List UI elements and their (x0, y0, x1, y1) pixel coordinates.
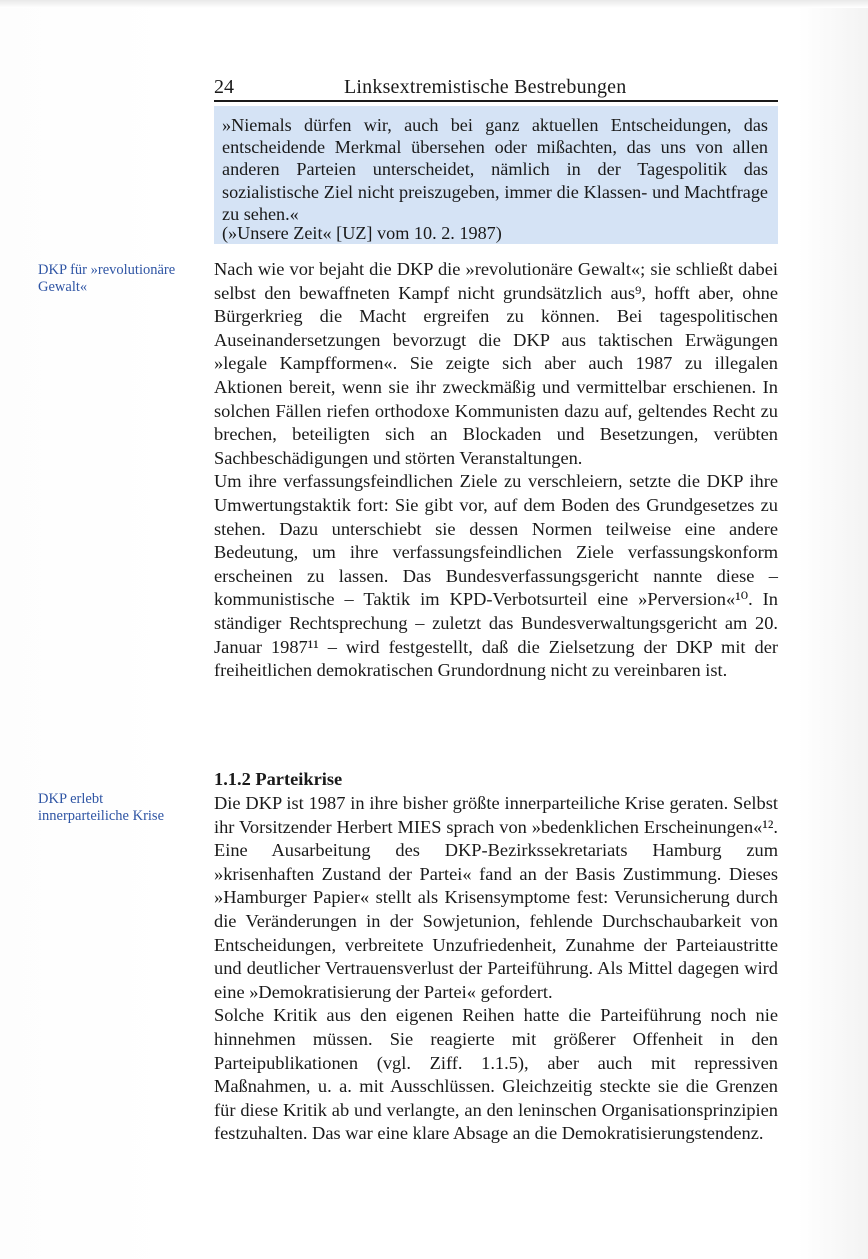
page-top-edge (0, 0, 868, 8)
paragraph-revolutionary-violence: Nach wie vor bejaht die DKP die »revolutionäre Gewalt«; sie schließt dabei selbst den bewaffneten Kampf nicht grundsätzlich aus⁹, hofft aber, ohne Bürgerkrieg die Macht ergreifen zu können. Bei tagespolitischen Auseinandersetzungen bevorzugt die DKP aus taktischen Erwägungen »legale Kampfformen«. Sie zeigte sich aber auch 1987 zu illegalen Aktionen bereit, wenn sie ihr zweckmäßig und vermittelbar erschienen. In solchen Fällen riefen orthodoxe Kommunisten dazu auf, geltendes Recht zu brechen, beteiligten sich an Blockaden und Besetzungen, verübten Sachbeschädigungen und störten Veranstaltungen. (214, 259, 778, 468)
header-rule (214, 100, 778, 102)
section-1-1-1-text (214, 258, 778, 683)
quote-citation: (»Unsere Zeit« [UZ] vom 10. 2. 1987) (222, 223, 502, 243)
page-number: 24 (214, 76, 234, 98)
paragraph-reinterpretation-tactic: Um ihre verfassungsfeindlichen Ziele zu verschleiern, setzte die DKP ihre Umwertungstaktik fort: Sie gibt vor, auf dem Boden des Grundgesetzes zu stehen. Dazu unterschiebt sie dessen Normen teilweise eine andere Bedeutung, um ihre verfassungsfeindlichen Ziele verfassungskonform erscheinen zu lassen. Das Bundesverfassungsgericht nannte diese – kommunistische – Taktik im KPD-Verbotsurteil eine »Perversion«¹⁰. In ständiger Rechtsprechung – zuletzt das Bundesverwaltungsgericht am 20. Januar 1987¹¹ – wird festgestellt, daß die Zielsetzung der DKP mit der freiheitlichen demokratischen Grundordnung nicht zu vereinbaren ist. (214, 471, 778, 681)
margin-note-revolutionary-violence: DKP für »revolutionäre Gewalt« (38, 262, 176, 295)
section-heading-party-crisis: 1.1.2 Parteikrise (214, 769, 343, 789)
running-title: Linksextremistische Bestrebungen (344, 76, 627, 98)
paragraph-party-crisis: Die DKP ist 1987 in ihre bisher größte innerparteiliche Krise geraten. Selbst ihr Vorsitzender Herbert MIES sprach von »bedenklichen Erscheinungen«¹². Eine Ausarbeitung des DKP-Bezirkssekretariats Hamburg zum »krisenhaften Zustand der Partei« fand an der Basis Zustimmung. Dieses »Hamburger Papier« stellt als Krisensymptome fest: Verunsicherung durch die Veränderungen in der Sowjetunion, fehlende Durchschaubarkeit von Entscheidungen, verbreitete Unzufriedenheit, Zunahme der Parteiaustritte und deutlicher Vertrauensverlust der Parteiführung. Als Mittel dagegen wird eine »Demokratisierung der Partei« gefordert. (214, 793, 778, 1002)
section-1-1-2-text (214, 792, 778, 1146)
block-quote: »Niemals dürfen wir, auch bei ganz aktuellen Entscheidungen, das entscheidende Merkmal übersehen oder mißachten, das uns von allen anderen Parteien unterscheidet, nämlich in der Tagespolitik das sozialistische Ziel nicht preiszugeben, immer die Klassen- und Machtfrage zu sehen.« (222, 115, 768, 224)
paragraph-leadership-reaction: Solche Kritik aus den eigenen Reihen hatte die Parteiführung noch nie hinnehmen müssen. Sie reagierte mit größerer Offenheit in den Parteipublikationen (vgl. Ziff. 1.1.5), aber auch mit repressiven Maßnahmen, u. a. mit Ausschlüssen. Gleichzeitig steckte sie die Grenzen für diese Kritik ab und verlangte, an den leninschen Organisationsprinzipien festzuhalten. Das war eine klare Absage an die Demokratisierungstendenz. (214, 1005, 778, 1144)
margin-note-party-crisis: DKP erlebt innerparteiliche Krise (38, 791, 165, 824)
page-header (214, 74, 778, 100)
